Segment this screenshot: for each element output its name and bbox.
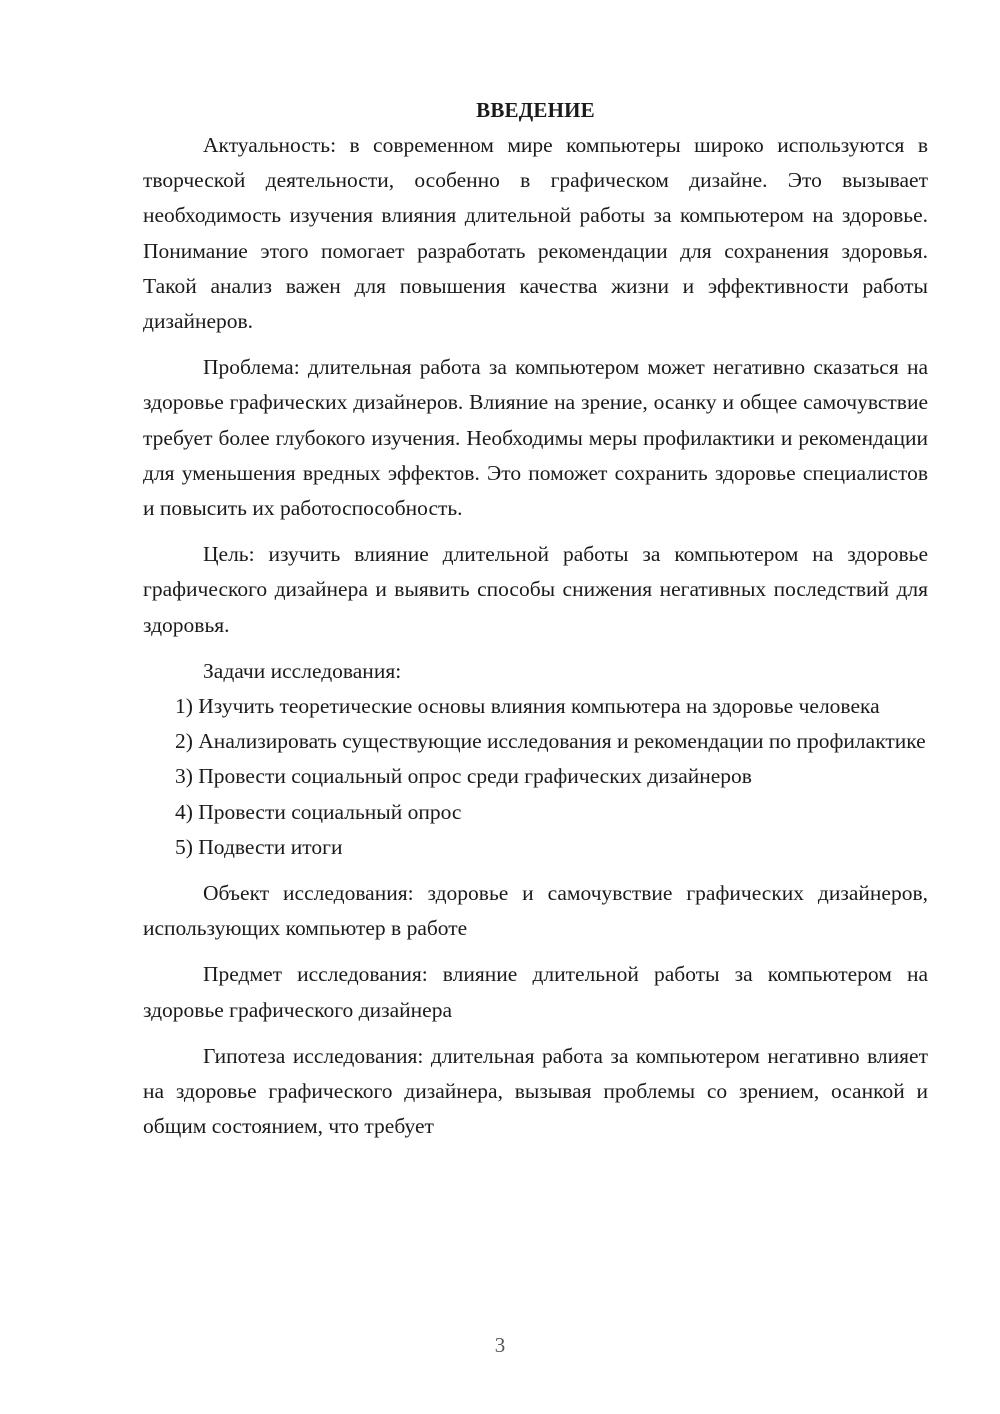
paragraph-relevance: Актуальность: в современном мире компьютеры широко используются в творческой деятельности, особенно в графическом дизайне. Это вызывает необходимость изучения влияния длительной работы за компьютером на здоровье. Понимание этого помогает разработать рекомендации для сохранения здоровья. Такой анализ важен для повышения качества жизни и эффективности работы дизайнеров. xyxy=(143,133,928,334)
list-item: 5) Подвести итоги xyxy=(175,834,343,859)
paragraph-problem: Проблема: длительная работа за компьютером может негативно сказаться на здоровье графических дизайнеров. Влияние на зрение, осанку и общее самочувствие требует более глубокого изучения. Необходимы меры профилактики и рекомендации для уменьшения вредных эффектов. Это поможет сохранить здоровье специалистов и повысить их работоспособность. xyxy=(143,355,928,521)
paragraph-goal: Цель: изучить влияние длительной работы за компьютером на здоровье графического дизайнера и выявить способы снижения негативных последствий для здоровья. xyxy=(143,542,928,637)
paragraph-tasks-heading: Задачи исследования: xyxy=(203,658,402,683)
paragraph-subject: Предмет исследования: влияние длительной работы за компьютером на здоровье графического дизайнера xyxy=(143,962,928,1022)
list-item: 4) Провести социальный опрос xyxy=(175,799,462,824)
page-title: ВВЕДЕНИЕ xyxy=(476,98,595,122)
list-item: 1) Изучить теоретические основы влияния компьютера на здоровье человека xyxy=(175,694,880,719)
page-number: 3 xyxy=(494,1333,506,1357)
list-item: 2) Анализировать существующие исследования и рекомендации по профилактике xyxy=(175,729,926,754)
document-page xyxy=(143,93,928,1144)
paragraph-object: Объект исследования: здоровье и самочувствие графических дизайнеров, использующих компьютер в работе xyxy=(143,881,928,941)
paragraph-hypothesis: Гипотеза исследования: длительная работа за компьютером негативно влияет на здоровье графического дизайнера, вызывая проблемы со зрением, осанкой и общим состоянием, что требует xyxy=(143,1043,928,1139)
list-item: 3) Провести социальный опрос среди графических дизайнеров xyxy=(175,764,752,789)
